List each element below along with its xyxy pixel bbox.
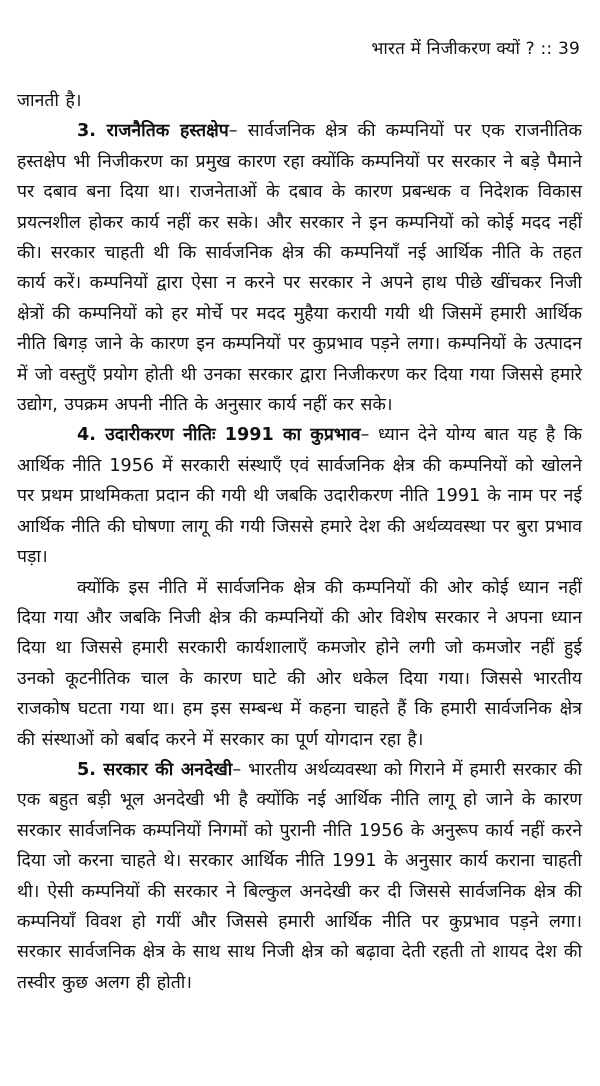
paragraph-text: – सार्वजनिक क्षेत्र की कम्पनियों पर एक राजनीतिक हस्तक्षेप भी निजीकरण का प्रमुख कारण रहा क्योंकि कम्पनियों पर सरकार ने बड़े पैमाने पर दबाव बना दिया था। राजनेताओं के दबाव के कारण प्रबन्धक व निदेशक विकास प्रयत्नशील होकर कार्य नहीं कर सके। और सरकार ने इन कम्पनियों को कोई मदद नहीं की। सरकार चाहती थी कि सार्वजनिक क्षेत्र की कम्पनियाँ नई आर्थिक नीति के तहत कार्य करें। कम्पनियों द्वारा ऐसा न करने पर सरकार ने अपने हाथ पीछे खींचकर निजी क्षेत्रों की कम्पनियों को हर मोर्चे पर मदद मुहैया करायी गयी थी जिसमें हमारी आर्थिक नीति बिगड़ जाने के कारण इन कम्पनियों पर कुप्रभाव पड़ने लगा। कम्पनियों के उत्पादन में जो वस्तुएँ प्रयोग होती थी उनका सरकार द्वारा निजीकरण कर दिया गया जिससे हमारे उद्योग, उपक्रम अपनी नीति के अनुसार कार्य नहीं कर सके।	[17, 121, 582, 416]
paragraph-continuation	[17, 86, 582, 116]
section-heading-3: 3. राजनैतिक हस्तक्षेप	[77, 121, 229, 142]
paragraph-text: – भारतीय अर्थव्यवस्था को गिराने में हमारी सरकार की एक बहुत बड़ी भूल अनदेखी भी है क्योंकि नई आर्थिक नीति लागू हो जाने के कारण सरकार सार्वजनिक कम्पनियों निगमों को पुरानी नीति 1956 के अनुरूप कार्य नहीं करने दिया जो करना चाहते थे। सरकार आर्थिक नीति 1991 के अनुसार कार्य कराना चाहती थी। ऐसी कम्पनियों की सरकार ने बिल्कुल अनदेखी कर दी जिससे सार्वजनिक क्षेत्र की कम्पनियाँ विवश हो गयीं और जिससे हमारी आर्थिक नीति पर कुप्रभाव पड़ने लगा। सरकार सार्वजनिक क्षेत्र के साथ साथ निजी क्षेत्र को बढ़ावा देती रहती तो शायद देश की तस्वीर कुछ अलग ही होती।	[17, 759, 582, 993]
paragraph-public-sector-neglect	[17, 573, 582, 755]
paragraph-text: – ध्यान देने योग्य बात यह है कि आर्थिक नीति 1956 में सरकारी संस्थाएँ एवं सार्वजनिक क्षेत्र की कम्पनियों को खोलने पर प्रथम प्राथमिकता प्रदान की गयी थी जबकि उदारीकरण नीति 1991 के नाम पर नई आर्थिक नीति की घोषणा लागू की गयी जिससे हमारे देश की अर्थव्यवस्था पर बुरा प्रभाव पड़ा।	[17, 425, 582, 568]
section-heading-5: 5. सरकार की अनदेखी	[77, 759, 233, 780]
paragraph-text: क्योंकि इस नीति में सार्वजनिक क्षेत्र की कम्पनियों की ओर कोई ध्यान नहीं दिया गया और जबकि निजी क्षेत्र की कम्पनियों की ओर विशेष सरकार ने अपना ध्यान दिया था जिससे हमारी सरकारी कार्यशालाएँ कमजोर होने लगी जो कमजोर नहीं हुई उनको कूटनीतिक चाल के कारण घाटे की ओर धकेल दिया गया। जिससे भारतीय राजकोष घटता गया था। हम इस सम्बन्ध में कहना चाहते हैं कि हमारी सार्वजनिक क्षेत्र की संस्थाओं को बर्बाद करने में सरकार का पूर्ण योगदान रहा है।	[17, 577, 582, 750]
paragraph-text: जानती है।	[17, 91, 82, 111]
section-heading-4: 4. उदारीकरण नीतिः 1991 का कुप्रभाव	[77, 425, 361, 446]
paragraph-liberalization-policy	[17, 420, 582, 572]
paragraph-political-interference	[17, 116, 582, 420]
running-header: भारत में निजीकरण क्यों ? :: 39	[371, 39, 580, 59]
body-text	[17, 86, 582, 998]
paragraph-government-negligence	[17, 755, 582, 998]
